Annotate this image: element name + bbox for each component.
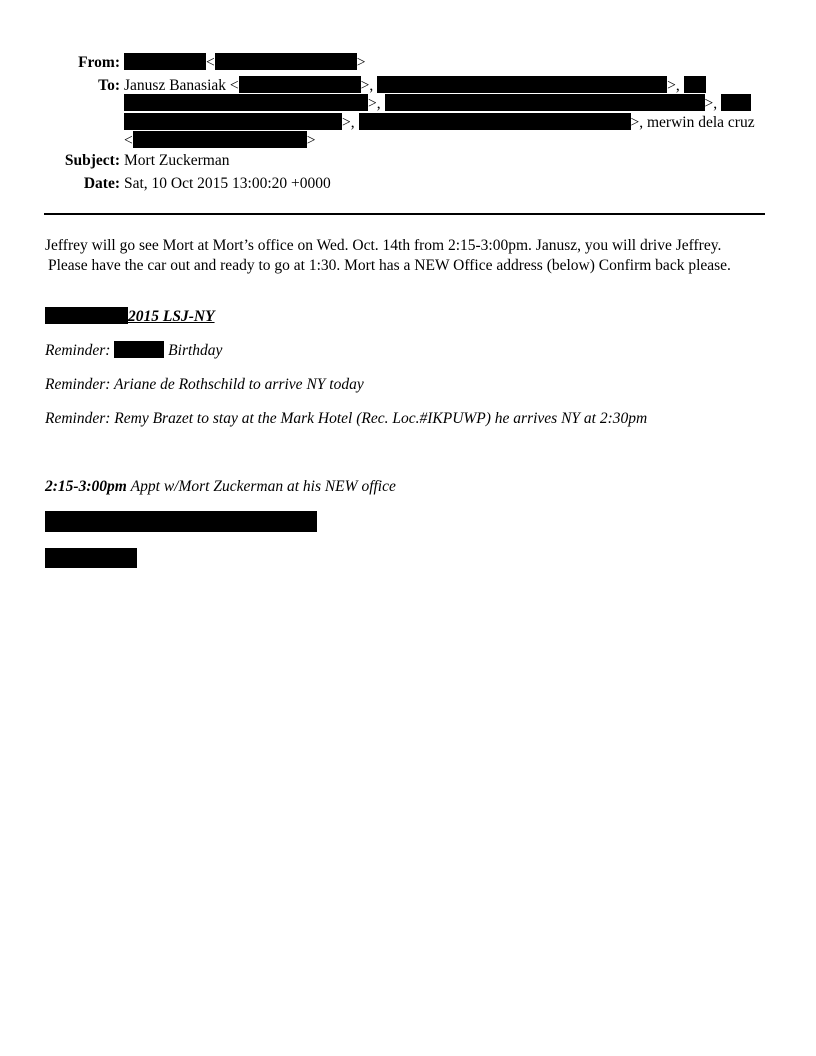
redaction-block: [385, 94, 705, 111]
separator: >,: [342, 114, 355, 131]
reminder-hotel: Reminder: Remy Brazet to stay at the Mark Hotel (Rec. Loc.#IKPUWP) he arrives NY at 2:30pm: [45, 410, 648, 427]
redaction-block: [721, 94, 751, 111]
reminder-prefix: Reminder:: [45, 342, 111, 359]
angle-close: >: [356, 54, 366, 71]
redaction-block: [359, 113, 631, 130]
redaction-block: [215, 53, 357, 70]
separator: >,: [667, 77, 680, 94]
to-recipients-line-2: [124, 94, 751, 113]
reminder-birthday: [45, 341, 222, 360]
recipient-name: Janusz Banasiak: [124, 77, 227, 94]
redaction-block: [124, 53, 206, 70]
angle-open: <: [206, 54, 215, 71]
redaction-block: [45, 511, 317, 532]
redaction-block: [45, 307, 128, 324]
separator: >,: [630, 114, 644, 131]
header-divider: [44, 213, 765, 215]
appointment-text: Appt w/Mort Zuckerman at his NEW office: [130, 478, 396, 495]
body-line-2: Please have the car out and ready to go at 1:30. Mort has a NEW Office address (below) Confirm back please.: [48, 257, 731, 274]
reminder-suffix: Birthday: [168, 342, 223, 359]
schedule-heading-text: 2015 LSJ-NY: [128, 308, 215, 325]
reminder-arrival: Reminder: Ariane de Rothschild to arrive NY today: [45, 376, 364, 393]
redaction-block: [377, 76, 667, 93]
angle-open: <: [229, 77, 239, 94]
subject-value: Mort Zuckerman: [124, 152, 230, 169]
to-recipients-line-1: [124, 76, 706, 95]
redaction-block: [133, 131, 307, 148]
angle-close: >: [306, 132, 316, 149]
appointment-time: 2:15-3:00pm: [45, 478, 127, 495]
date-value: Sat, 10 Oct 2015 13:00:20 +0000: [124, 175, 331, 192]
redaction-block: [124, 94, 368, 111]
angle-open: <: [124, 132, 133, 149]
from-label: From:: [78, 54, 120, 71]
to-label: To:: [98, 77, 120, 94]
to-recipients-line-3: [124, 113, 755, 132]
redaction-block: [239, 76, 361, 93]
redaction-block: [684, 76, 706, 93]
recipient-name: merwin dela cruz: [647, 114, 755, 131]
from-value: [124, 53, 366, 72]
appointment-line: [45, 477, 396, 496]
angle-close: >,: [360, 77, 374, 94]
subject-label: Subject:: [64, 152, 120, 169]
redaction-block: [114, 341, 164, 358]
separator: >,: [704, 95, 718, 112]
to-recipients-line-4: [124, 131, 316, 150]
date-label: Date:: [83, 175, 120, 192]
redaction-block: [45, 548, 137, 568]
body-line-1: Jeffrey will go see Mort at Mort’s office on Wed. Oct. 14th from 2:15-3:00pm. Janusz, you will drive Jeffrey.: [45, 237, 722, 254]
separator: >,: [368, 95, 381, 112]
redaction-block: [124, 113, 342, 130]
schedule-heading: [45, 307, 215, 326]
